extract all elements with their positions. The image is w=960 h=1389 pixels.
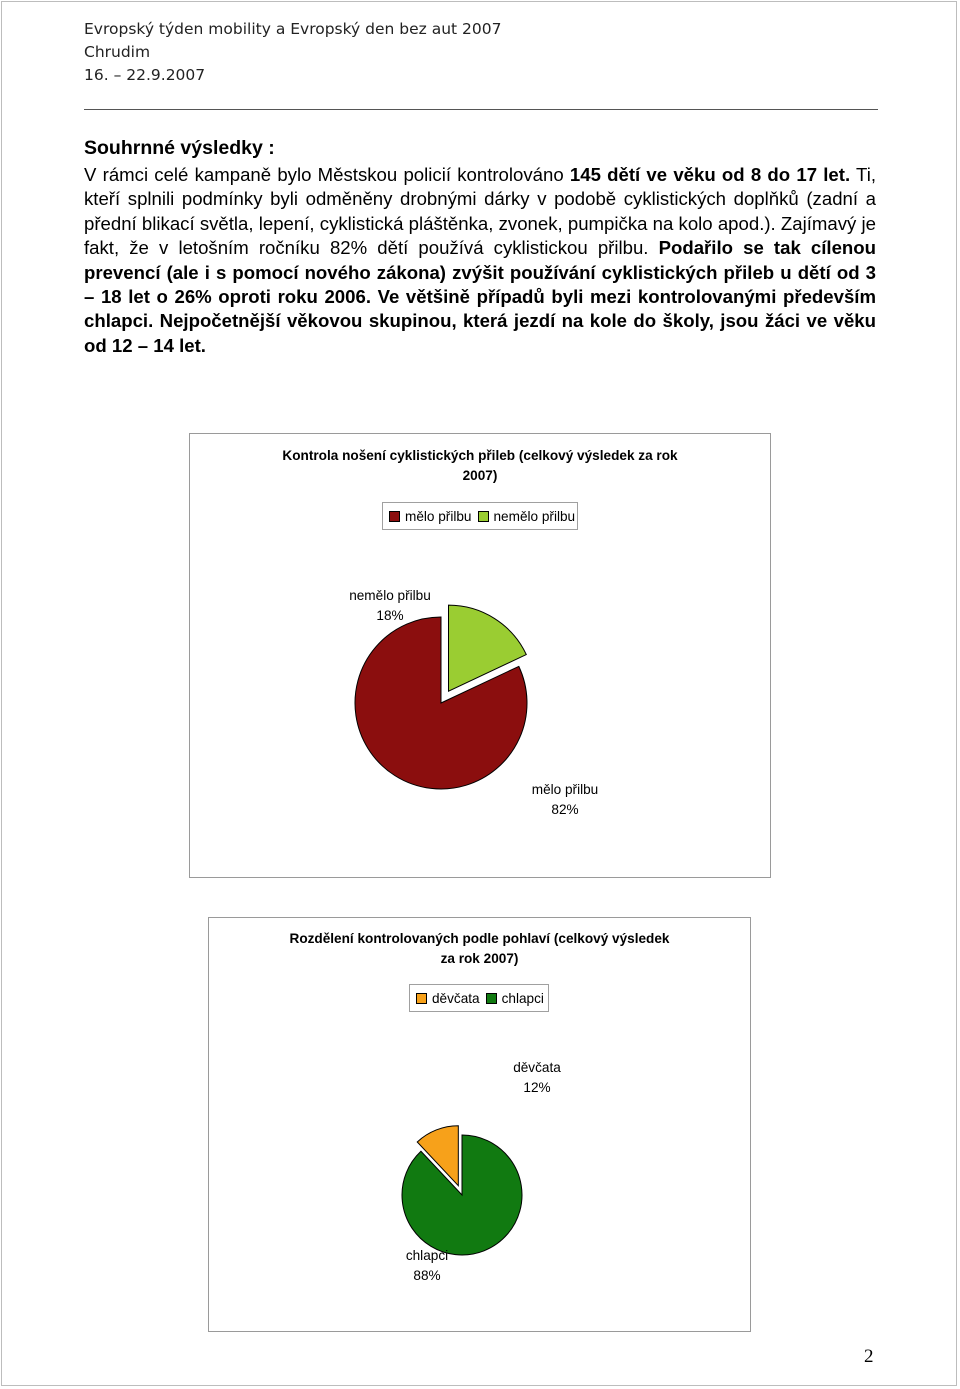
helmet-label-helmet-value: 82% (551, 802, 579, 817)
gender-label-girls-name: děvčata (513, 1060, 561, 1075)
helmet-label-no-helmet-value: 18% (376, 608, 404, 623)
gender-pie-slice-2 (402, 1135, 522, 1255)
header-rule (84, 109, 878, 110)
legend-label-no-helmet: nemělo přilbu (493, 508, 576, 524)
summary-heading: Souhrnné výsledky : (84, 137, 275, 159)
gender-pie (209, 918, 750, 1331)
legend-label-girls: děvčata (432, 990, 480, 1006)
helmet-label-helmet (510, 780, 620, 820)
gender-label-boys (377, 1246, 477, 1286)
summary-text-3-bold: Podařilo se tak cílenou prevencí (ale i s pomocí nového zákona) zvýšit používání cyklistických přileb u dětí od 3 – 18 let o 26% oproti roku 2006. Ve většině případů byli mezi kontrolovanými především chlapci. Nejpočetnější věkovou skupinou, která jezdí na kole do školy, jsou žáci ve věku od 12 – 14 let. (84, 237, 876, 356)
page-number: 2 (864, 1346, 874, 1367)
legend-label-helmet: mělo přilbu (405, 508, 472, 524)
helmet-label-no-helmet-name: nemělo přilbu (349, 588, 431, 603)
summary-text-1: V rámci celé kampaně bylo Městskou policií kontrolováno (84, 164, 570, 185)
header-dates: 16. – 22.9.2007 (84, 66, 206, 84)
helmet-pie (190, 434, 770, 877)
gender-chart-title-line1: Rozdělení kontrolovaných podle pohlaví (celkový výsledek (289, 931, 670, 946)
helmet-chart-title-line1: Kontrola nošení cyklistických přileb (celkový výsledek za rok (282, 448, 678, 463)
summary-text-2: Ti, kteří splnili podmínky byli odměněny drobnými dárky v podobě cyklistických doplňků (zadní a přední blikací světla, lepení, cyklistická pláštěnka, zvonek, pumpička na kolo apod.). Zajímavý je fakt, že v letošním ročníku 82% dětí používá cyklistickou přilbu. (84, 164, 876, 259)
legend-label-boys: chlapci (501, 990, 544, 1006)
helmet-label-helmet-name: mělo přilbu (531, 782, 599, 797)
helmet-chart (189, 433, 771, 878)
gender-chart (208, 917, 751, 1332)
gender-label-girls-value: 12% (523, 1080, 551, 1095)
gender-label-boys-name: chlapci (405, 1248, 449, 1263)
gender-chart-title-line2: za rok 2007) (440, 951, 519, 966)
summary-text-1-bold: 145 dětí ve věku od 8 do 17 let. (569, 164, 851, 185)
page-header (84, 18, 502, 87)
header-event-title: Evropský týden mobility a Evropský den bez aut 2007 (84, 20, 502, 38)
summary-paragraph (84, 163, 876, 358)
helmet-label-no-helmet (330, 586, 450, 626)
gender-label-girls (487, 1058, 587, 1098)
gender-label-boys-value: 88% (413, 1268, 441, 1283)
header-city: Chrudim (84, 43, 151, 61)
helmet-chart-title-line2: 2007) (462, 468, 498, 483)
